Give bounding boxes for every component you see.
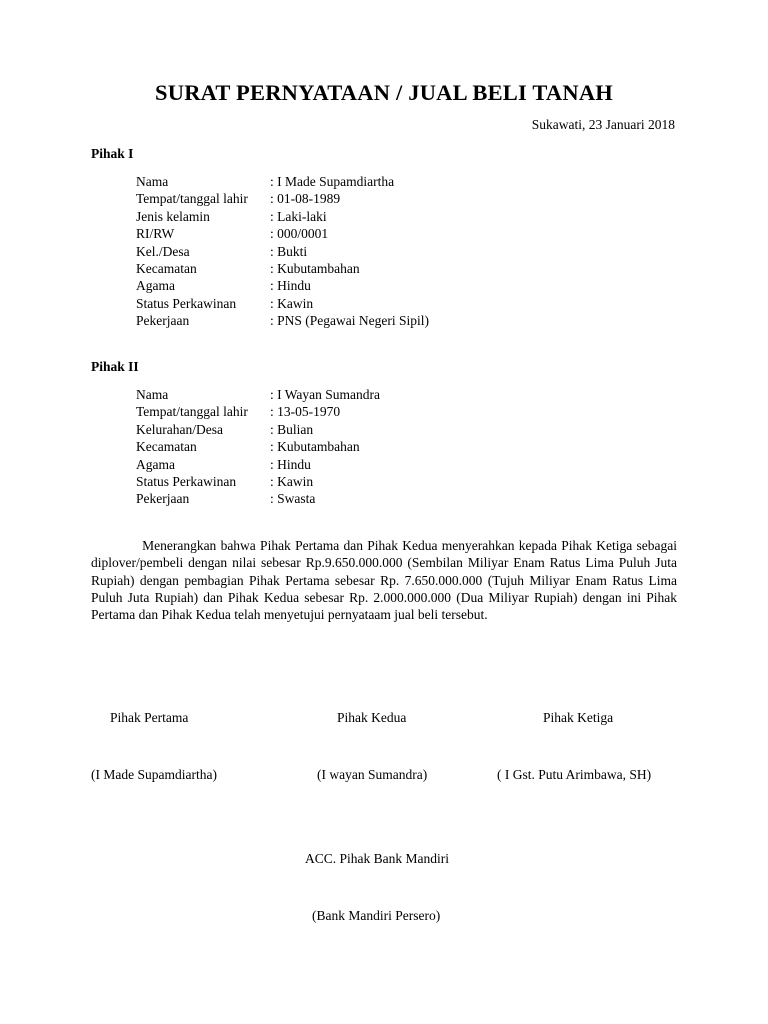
field-value: : Kubutambahan xyxy=(270,439,360,455)
field-value: : PNS (Pegawai Negeri Sipil) xyxy=(270,313,429,329)
field-label: Tempat/tanggal lahir xyxy=(136,404,248,420)
field-label: Agama xyxy=(136,456,175,472)
field-label: Kel./Desa xyxy=(136,243,190,259)
field-row xyxy=(136,295,429,312)
field-value: : Hindu xyxy=(270,278,311,294)
field-row xyxy=(136,208,429,225)
bank-name: (Bank Mandiri Persero) xyxy=(312,908,441,923)
field-row xyxy=(136,438,380,455)
field-row xyxy=(136,277,429,294)
field-label: Kecamatan xyxy=(136,439,197,455)
field-row xyxy=(136,490,380,507)
field-value: : 000/0001 xyxy=(270,226,329,242)
field-label: Nama xyxy=(136,174,169,189)
field-label: Agama xyxy=(136,278,175,294)
field-value: : Laki-laki xyxy=(270,208,327,224)
field-row xyxy=(136,456,380,473)
field-value: : 13-05-1970 xyxy=(270,404,341,420)
field-value: : Swasta xyxy=(270,491,316,507)
pihak-pertama-role: Pihak Pertama xyxy=(110,710,189,725)
field-label: Nama xyxy=(136,387,169,402)
pihak-1-heading: Pihak I xyxy=(91,146,134,161)
statement-paragraph: Menerangkan bahwa Pihak Pertama dan Pihak Kedua menyerahkan kepada Pihak Ketiga sebagai diplover/pembeli dengan nilai sebesar Rp.9.650.000.000 (Sembilan Miliyar Enam Ratus Lima Puluh Juta Rupiah) dengan pembagian Pihak Pertama sebesar Rp. 7.650.000.000 (Tujuh Miliyar Enam Ratus Lima Puluh Juta Rupiah) dan Pihak Kedua sebesar Rp. 2.000.000.000 (Dua Miliyar Rupiah) dengan ini Pihak Pertama dan Pihak Kedua telah menyetujui pernyataam jual beli tersebut. xyxy=(91,538,677,623)
field-row xyxy=(136,173,429,190)
pihak-ketiga-name: ( I Gst. Putu Arimbawa, SH) xyxy=(497,767,652,782)
field-value: : Kawin xyxy=(270,473,314,489)
document-title: SURAT PERNYATAAN / JUAL BELI TANAH xyxy=(155,80,613,105)
field-label: Kelurahan/Desa xyxy=(136,421,223,437)
field-value: : Hindu xyxy=(270,456,311,472)
field-row xyxy=(136,421,380,438)
field-label: Tempat/tanggal lahir xyxy=(136,191,248,207)
pihak-ketiga-role: Pihak Ketiga xyxy=(543,710,614,725)
place-date: Sukawati, 23 Januari 2018 xyxy=(531,117,675,132)
field-row xyxy=(136,473,380,490)
pihak-kedua-name: (I wayan Sumandra) xyxy=(317,767,428,782)
pihak-1-fields xyxy=(136,173,429,330)
bank-acc-label: ACC. Pihak Bank Mandiri xyxy=(305,851,449,866)
field-row xyxy=(136,403,380,420)
field-label: Pekerjaan xyxy=(136,313,190,329)
pihak-kedua-role: Pihak Kedua xyxy=(337,710,407,725)
field-row xyxy=(136,243,429,260)
pihak-2-fields xyxy=(136,386,380,508)
field-label: RI/RW xyxy=(136,226,175,242)
field-row xyxy=(136,225,429,242)
field-value: : I Wayan Sumandra xyxy=(270,387,381,402)
field-label: Jenis kelamin xyxy=(136,208,210,224)
field-value: : Bukti xyxy=(270,243,308,259)
field-value: : Kubutambahan xyxy=(270,260,360,276)
pihak-pertama-name: (I Made Supamdiartha) xyxy=(91,767,217,782)
field-value: : Kawin xyxy=(270,295,314,311)
field-row xyxy=(136,260,429,277)
pihak-2-heading: Pihak II xyxy=(91,359,139,374)
field-value: : Bulian xyxy=(270,421,314,437)
field-row xyxy=(136,386,380,403)
field-label: Status Perkawinan xyxy=(136,295,237,311)
field-value: : I Made Supamdiartha xyxy=(270,174,395,189)
field-value: : 01-08-1989 xyxy=(270,191,341,207)
field-label: Kecamatan xyxy=(136,260,197,276)
field-row xyxy=(136,190,429,207)
field-label: Status Perkawinan xyxy=(136,473,237,489)
field-label: Pekerjaan xyxy=(136,491,190,507)
field-row xyxy=(136,312,429,329)
